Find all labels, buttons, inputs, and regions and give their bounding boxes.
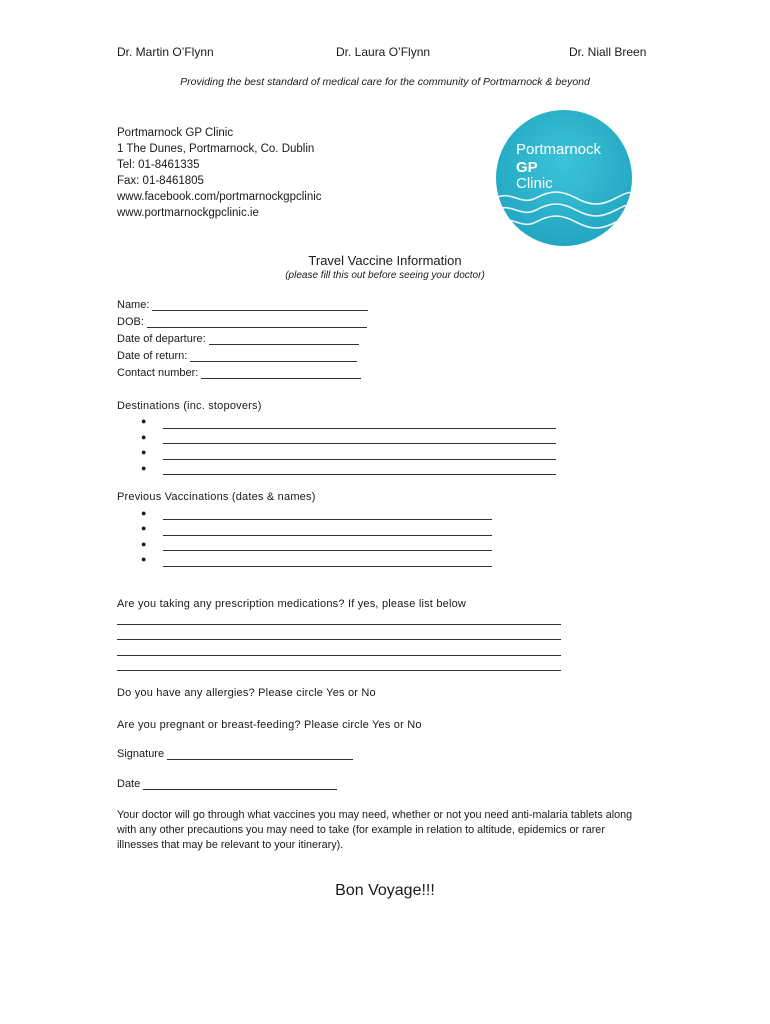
signature-field[interactable]	[117, 748, 353, 760]
departure-label: Date of departure:	[117, 333, 206, 345]
departure-blank[interactable]	[209, 334, 359, 345]
bullet-icon: ●	[141, 447, 147, 457]
destination-blank[interactable]	[163, 474, 556, 475]
signature-blank[interactable]	[167, 749, 353, 760]
clinic-fax: Fax: 01-8461805	[117, 175, 204, 187]
destination-blank[interactable]	[163, 428, 556, 429]
clinic-address: 1 The Dunes, Portmarnock, Co. Dublin	[117, 143, 315, 155]
clinic-website: www.portmarnockgpclinic.ie	[117, 207, 259, 219]
medications-blank[interactable]	[117, 624, 561, 625]
logo-text-line1: Portmarnock	[516, 141, 602, 158]
clinic-address-block	[117, 125, 322, 221]
dob-blank[interactable]	[147, 317, 367, 328]
contact-label: Contact number:	[117, 367, 199, 379]
vaccination-blank[interactable]	[163, 519, 492, 520]
vaccination-blank[interactable]	[163, 535, 492, 536]
date-label: Date	[117, 778, 141, 790]
dob-label: DOB:	[117, 316, 144, 328]
date-blank[interactable]	[143, 779, 337, 790]
bullet-icon: ●	[141, 554, 147, 564]
closing-text: Bon Voyage!!!	[335, 882, 435, 899]
vaccination-blank[interactable]	[163, 550, 492, 551]
form-subtitle: (please fill this out before seeing your doctor)	[285, 270, 485, 281]
medications-blank[interactable]	[117, 655, 561, 656]
bullet-icon: ●	[141, 508, 147, 518]
bullet-icon: ●	[141, 416, 147, 426]
return-label: Date of return:	[117, 350, 188, 362]
vaccinations-label: Previous Vaccinations (dates & names)	[117, 491, 316, 503]
pregnant-question: Are you pregnant or breast-feeding? Please circle Yes or No	[117, 719, 422, 731]
dob-field[interactable]	[117, 316, 367, 328]
clinic-logo	[496, 110, 632, 246]
contact-blank[interactable]	[201, 368, 361, 379]
bullet-icon: ●	[141, 523, 147, 533]
departure-field[interactable]	[117, 333, 359, 345]
logo-text-line3: Clinic	[516, 175, 553, 192]
allergies-question: Do you have any allergies? Please circle Yes or No	[117, 687, 376, 699]
date-field[interactable]	[117, 778, 337, 790]
destination-blank[interactable]	[163, 443, 556, 444]
bullet-icon: ●	[141, 432, 147, 442]
bullet-icon: ●	[141, 463, 147, 473]
name-label: Name:	[117, 299, 150, 311]
tagline: Providing the best standard of medical care for the community of Portmarnock & beyond	[180, 76, 590, 88]
clinic-facebook: www.facebook.com/portmarnockgpclinic	[117, 191, 322, 203]
medications-blank[interactable]	[117, 639, 561, 640]
bullet-icon: ●	[141, 539, 147, 549]
clinic-name: Portmarnock GP Clinic	[117, 127, 234, 139]
return-field[interactable]	[117, 350, 357, 362]
form-title: Travel Vaccine Information	[308, 253, 462, 268]
vaccination-blank[interactable]	[163, 566, 492, 567]
medications-blank[interactable]	[117, 670, 561, 671]
doctor-name: Dr. Laura O’Flynn	[336, 45, 431, 59]
destinations-label: Destinations (inc. stopovers)	[117, 400, 262, 412]
doctor-name: Dr. Niall Breen	[569, 45, 647, 59]
clinic-tel: Tel: 01-8461335	[117, 159, 200, 171]
info-paragraph: Your doctor will go through what vaccines you may need, whether or not you need anti-malaria tablets along with any other precautions you may need to take (for example in relation to altitude, epidemics or rarer illnesses that may be relevant to your itinerary).	[117, 809, 633, 851]
logo-text-line2: GP	[516, 159, 538, 176]
name-blank[interactable]	[152, 300, 368, 311]
contact-field[interactable]	[117, 367, 361, 379]
destination-blank[interactable]	[163, 459, 556, 460]
signature-label: Signature	[117, 748, 165, 760]
name-field[interactable]	[117, 299, 368, 311]
medications-question: Are you taking any prescription medications? If yes, please list below	[117, 598, 467, 610]
doctor-name: Dr. Martin O’Flynn	[117, 45, 214, 59]
return-blank[interactable]	[190, 351, 357, 362]
